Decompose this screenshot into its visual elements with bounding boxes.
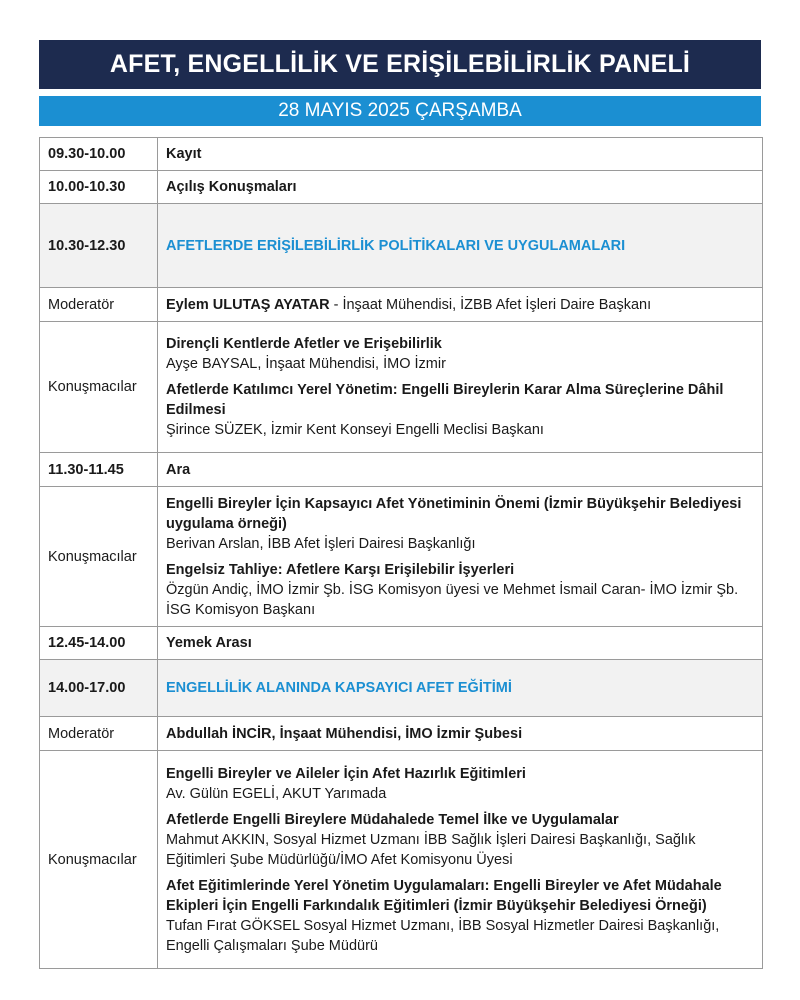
moderator-name: Abdullah İNCİR, İnşaat Mühendisi, İMO İzmir Şubesi xyxy=(166,725,523,742)
time-cell: 10.30-12.30 xyxy=(40,204,158,288)
schedule-table xyxy=(39,137,763,969)
time-cell: 14.00-17.00 xyxy=(40,660,158,717)
talk-title: Engelsiz Tahliye: Afetlere Karşı Erişilebilir İşyerleri xyxy=(166,561,515,578)
talk-item xyxy=(166,810,754,870)
time-cell: 11.30-11.45 xyxy=(40,453,158,487)
item-label: Yemek Arası xyxy=(158,627,763,660)
talk-item xyxy=(166,764,754,804)
talk-title: Afetlerde Katılımcı Yerel Yönetim: Engelli Bireylerin Karar Alma Süreçlerine Dâhil Edilmesi xyxy=(166,382,724,418)
time-cell: 10.00-10.30 xyxy=(40,171,158,204)
talks-cell xyxy=(158,322,763,453)
moderator-detail: - İnşaat Mühendisi, İZBB Afet İşleri Daire Başkanı xyxy=(329,296,652,313)
talk-speaker: Özgün Andiç, İMO İzmir Şb. İSG Komisyon üyesi ve Mehmet İsmail Caran- İMO İzmir Şb. İSG Komisyon Başkanı xyxy=(166,581,739,618)
talk-item xyxy=(166,560,754,620)
talk-speaker: Tufan Fırat GÖKSEL Sosyal Hizmet Uzmanı, İBB Sosyal Hizmetler Dairesi Başkanlığı, Engelli Çalışmaları Şube Müdürü xyxy=(166,917,720,954)
moderator-name: Eylem ULUTAŞ AYATAR xyxy=(166,296,330,313)
role-cell: Konuşmacılar xyxy=(40,487,158,627)
table-row xyxy=(40,171,763,204)
time-cell: 09.30-10.00 xyxy=(40,138,158,171)
talk-item xyxy=(166,876,754,956)
table-row xyxy=(40,487,763,627)
role-cell: Konuşmacılar xyxy=(40,751,158,969)
talk-title: Afetlerde Engelli Bireylere Müdahalede Temel İlke ve Uygulamalar xyxy=(166,811,619,828)
item-label: Açılış Konuşmaları xyxy=(158,171,763,204)
table-row xyxy=(40,453,763,487)
table-row xyxy=(40,660,763,717)
talks-cell xyxy=(158,751,763,969)
talk-speaker: Ayşe BAYSAL, İnşaat Mühendisi, İMO İzmir xyxy=(166,356,446,372)
session-title: AFETLERDE ERİŞİLEBİLİRLİK POLİTİKALARI VE UYGULAMALARI xyxy=(158,204,763,288)
item-label: Ara xyxy=(158,453,763,487)
table-row xyxy=(40,717,763,751)
role-cell: Konuşmacılar xyxy=(40,322,158,453)
event-date: 28 MAYIS 2025 ÇARŞAMBA xyxy=(39,96,761,126)
talk-title: Dirençli Kentlerde Afetler ve Erişebilirlik xyxy=(166,336,442,352)
talk-speaker: Mahmut AKKIN, Sosyal Hizmet Uzmanı İBB Sağlık İşleri Dairesi Başkanlığı, Sağlık Eğitimleri Şube Müdürlüğü/İMO Afet Komisyonu Üyesi xyxy=(166,831,696,868)
talk-item xyxy=(166,494,754,554)
talks-cell xyxy=(158,487,763,627)
time-cell: 12.45-14.00 xyxy=(40,627,158,660)
talk-title: Afet Eğitimlerinde Yerel Yönetim Uygulamaları: Engelli Bireyler ve Afet Müdahale Ekipleri İçin Engelli Farkındalık Eğitimleri (İzmir Büyükşehir Belediyesi Örneği) xyxy=(166,877,722,914)
talk-speaker: Av. Gülün EGELİ, AKUT Yarımada xyxy=(166,785,387,802)
table-row xyxy=(40,204,763,288)
talk-title: Engelli Bireyler İçin Kapsayıcı Afet Yönetiminin Önemi (İzmir Büyükşehir Belediyesi uygulama örneği) xyxy=(166,495,742,532)
talk-speaker: Berivan Arslan, İBB Afet İşleri Dairesi Başkanlığı xyxy=(166,535,476,552)
talk-speaker: Şirince SÜZEK, İzmir Kent Konseyi Engelli Meclisi Başkanı xyxy=(166,422,544,438)
moderator-cell xyxy=(158,717,763,751)
talk-title: Engelli Bireyler ve Aileler İçin Afet Hazırlık Eğitimleri xyxy=(166,765,526,782)
role-cell: Moderatör xyxy=(40,717,158,751)
role-cell: Moderatör xyxy=(40,288,158,322)
table-row xyxy=(40,138,763,171)
item-label: Kayıt xyxy=(158,138,763,171)
table-row xyxy=(40,751,763,969)
table-row xyxy=(40,322,763,453)
moderator-cell xyxy=(158,288,763,322)
table-row xyxy=(40,288,763,322)
talk-item xyxy=(166,334,754,374)
table-row xyxy=(40,627,763,660)
page-title: AFET, ENGELLİLİK VE ERİŞİLEBİLİRLİK PANELİ xyxy=(39,40,761,89)
session-title: ENGELLİLİK ALANINDA KAPSAYICI AFET EĞİTİMİ xyxy=(158,660,763,717)
talk-item xyxy=(166,380,754,440)
